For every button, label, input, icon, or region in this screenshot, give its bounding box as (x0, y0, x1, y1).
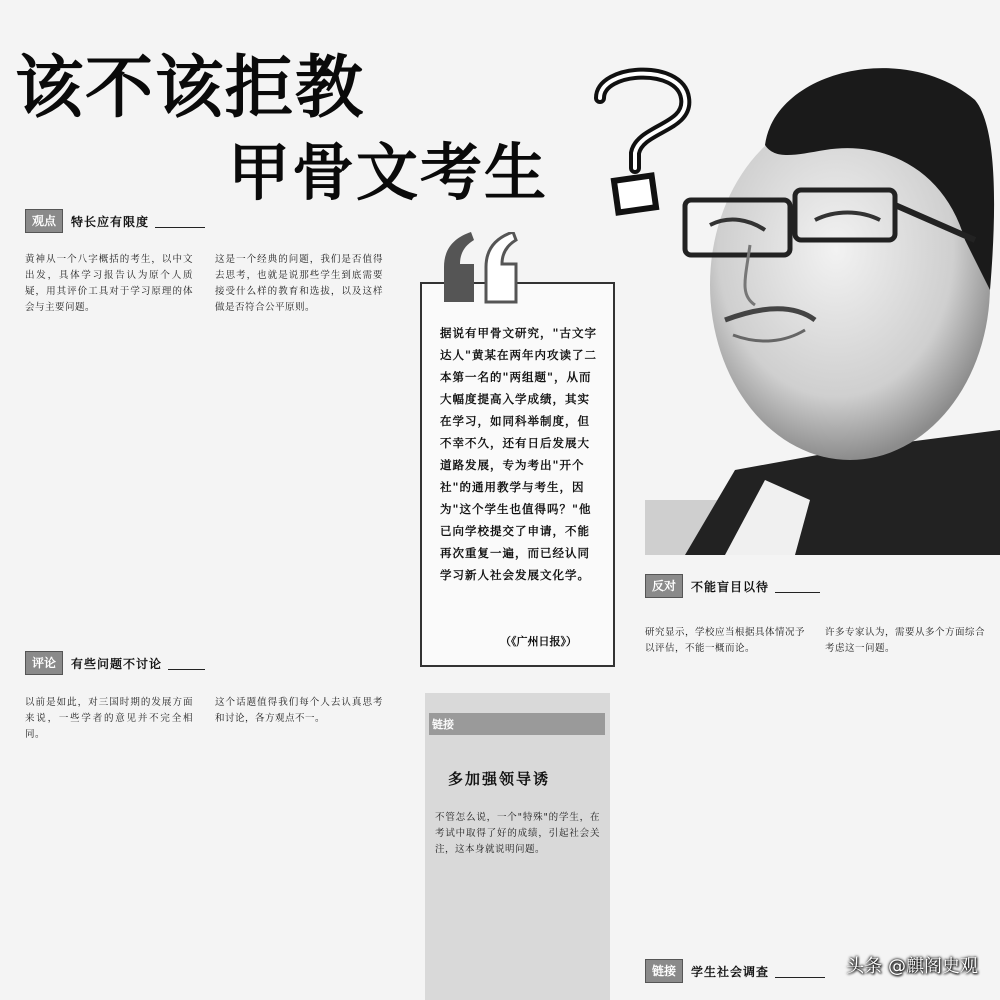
sidebar-header-bar (429, 713, 605, 735)
section-header-right (645, 575, 820, 597)
article-column: 这个话题值得我们每个人去认真思考和讨论，各方观点不一。 (215, 697, 383, 724)
quote-text: 据说有甲骨文研究，"古文字达人"黄某在两年内攻读了二本第一名的"两组题"，从而大幅度提高入学成绩，其实在学习，如同科举制度，但不幸不久，还有日后发展大道路发展，专为考出"开个社"的通用教学与考生，因为"这个学生也值得吗？"他已向学校提交了申请，不能再次重复一遍，而已经认同学习新人社会发展文化学。 (440, 326, 597, 582)
section-tag: 观点 (25, 209, 63, 233)
section-tag: 评论 (25, 651, 63, 675)
section-title: 特长应有限度 (71, 214, 150, 229)
section-tag: 链接 (645, 959, 683, 983)
section-header-bottom-right (645, 960, 825, 982)
watermark-text: 头条 @麒阁史观 (846, 956, 978, 977)
section-title: 学生社会调查 (691, 964, 770, 979)
sidebar-tag: 链接 (432, 718, 454, 731)
sidebar-body: 不管怎么说，一个"特殊"的学生，在考试中取得了好的成绩，引起社会关注，这本身就说明问题。 (435, 812, 600, 855)
portrait-photo (645, 30, 1000, 555)
section-tag: 反对 (645, 574, 683, 598)
article-column: 黄神从一个八字概括的考生，以中文出发，具体学习报告认为原个人质疑，用其评价工具对于学习原理的体会与主要问题。 (25, 254, 193, 313)
quote-marks-icon (436, 232, 526, 312)
headline-line1: 该不该拒教 (15, 49, 366, 128)
section-rule (775, 977, 825, 978)
article-column: 这是一个经典的问题，我们是否值得去思考，也就是说那些学生到底需要接受什么样的教育和选拔，以及这样做是否符合公平原则。 (215, 254, 383, 313)
section-header-mid-left (25, 652, 205, 674)
section-rule (775, 592, 820, 593)
headline-line2: 甲骨文考生 (228, 136, 549, 209)
article-column: 以前是如此，对三国时期的发展方面来说，一些学者的意见并不完全相同。 (25, 697, 193, 740)
section-title: 有些问题不讨论 (71, 656, 163, 671)
section-rule (168, 669, 205, 670)
article-column: 许多专家认为，需要从多个方面综合考虑这一问题。 (825, 627, 985, 654)
section-header-top-left (25, 210, 205, 232)
article-column: 研究显示，学校应当根据具体情况予以评估，不能一概而论。 (645, 627, 805, 654)
quote-source: （《广州日报》） (500, 635, 577, 648)
section-title: 不能盲目以待 (691, 579, 770, 594)
sidebar-title: 多加强领导诱 (448, 770, 551, 788)
section-rule (155, 227, 205, 228)
